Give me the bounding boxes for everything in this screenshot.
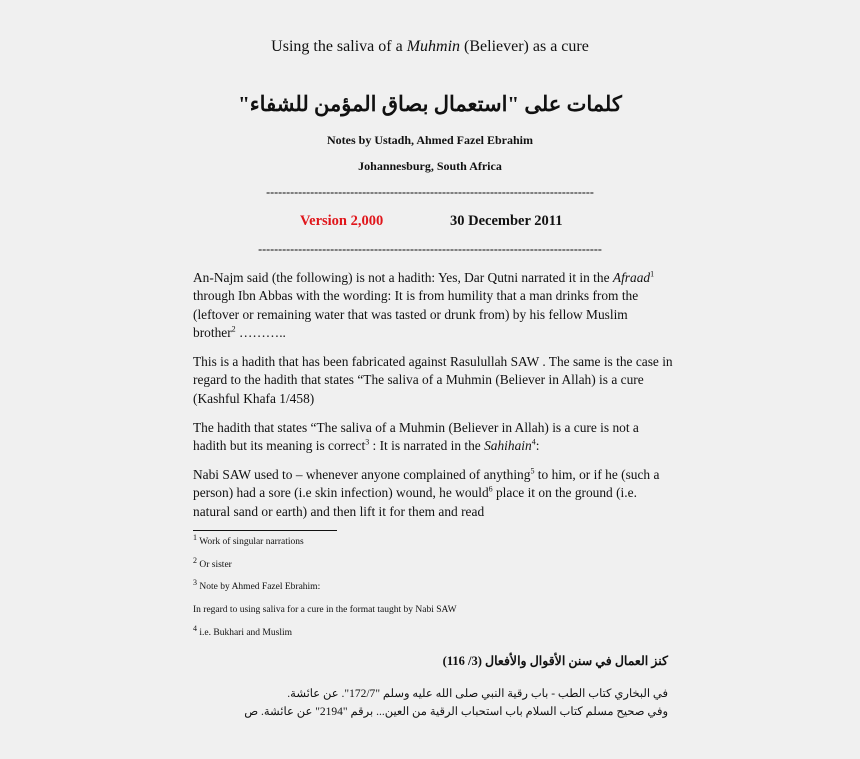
divider-bottom: -------------------------------------------------------------------------------------- <box>258 242 602 256</box>
title-italic: Muhmin <box>406 38 461 55</box>
arabic-line-1: في البخاري كتاب الطب - باب رقية النبي صلى الله عليه وسلم "172/7". عن عائشة. <box>287 688 668 700</box>
paragraph-1: An-Najm said (the following) is not a hadith: Yes, Dar Qutni narrated it in the Afraad$^1$ through Ibn Abbas with the wording: It is from humility that a man drinks from the (leftover or remaining water that was tasted or drunk from) by his fellow Muslim brother$^2$ ……….. <box>193 269 655 340</box>
footnote-3-continuation: In regard to using saliva for a cure in the format taught by Nabi SAW <box>193 605 457 615</box>
footnote-ref-1: 1 <box>650 269 655 279</box>
footnote-4: $^4$ i.e. Bukhari and Muslim <box>193 623 292 638</box>
footnote-ref-3: 3 <box>365 437 370 447</box>
paragraph-2: This is a hadith that has been fabricated against Rasulullah SAW . The same is the case in regard to the hadith that states “The saliva of a Muhmin (Believer in Allah) is a cure (Kashful Khafa 1/458) <box>193 354 673 406</box>
footnote-1: $^1$ Work of singular narrations <box>193 532 304 547</box>
divider-top: ---------------------------------------------------------------------------------- <box>266 185 594 199</box>
version-label: Version 2,000 <box>300 213 384 229</box>
paragraph-3: The hadith that states “The saliva of a Muhmin (Believer in Allah) is a cure is not a hadith but its meaning is correct$^3$ : It is narrated in the Sahihain$^4$: <box>193 420 639 454</box>
footnote-ref-5: 5 <box>530 466 535 476</box>
location-line: Johannesburg, South Africa <box>358 159 502 173</box>
title-prefix: Using the saliva of a <box>271 38 407 55</box>
footnote-2: $^2$ Or sister <box>193 555 232 570</box>
arabic-line-2: وفي صحيح مسلم كتاب السلام باب استحباب الرقية من العين... برقم "2194" عن عائشة. ص <box>244 706 668 718</box>
footnote-ref-6: 6 <box>488 484 493 494</box>
date-label: 30 December 2011 <box>450 213 563 229</box>
paragraph-4: Nabi SAW used to – whenever anyone complained of anything$^5$ to him, or if he (such a person) had a sore (i.e skin infection) wound, he would$^6$ place it on the ground (i.e. natural sand or earth) and then lift it for them and read <box>193 466 660 519</box>
title-suffix: (Believer) as a cure <box>460 38 589 55</box>
arabic-reference: كنز العمال في سنن الأقوال والأفعال (3/ 116) <box>442 654 668 668</box>
footnote-3: $^3$ Note by Ahmed Fazel Ebrahim: <box>193 577 321 592</box>
arabic-title: كلمات على "استعمال بصاق المؤمن للشفاء" <box>238 92 622 116</box>
document-title <box>0 38 860 56</box>
footnote-ref-4: 4 <box>531 437 536 447</box>
footnote-ref-2: 2 <box>231 324 236 334</box>
author-line: Notes by Ustadh, Ahmed Fazel Ebrahim <box>326 133 533 147</box>
footnote-divider <box>193 530 337 531</box>
